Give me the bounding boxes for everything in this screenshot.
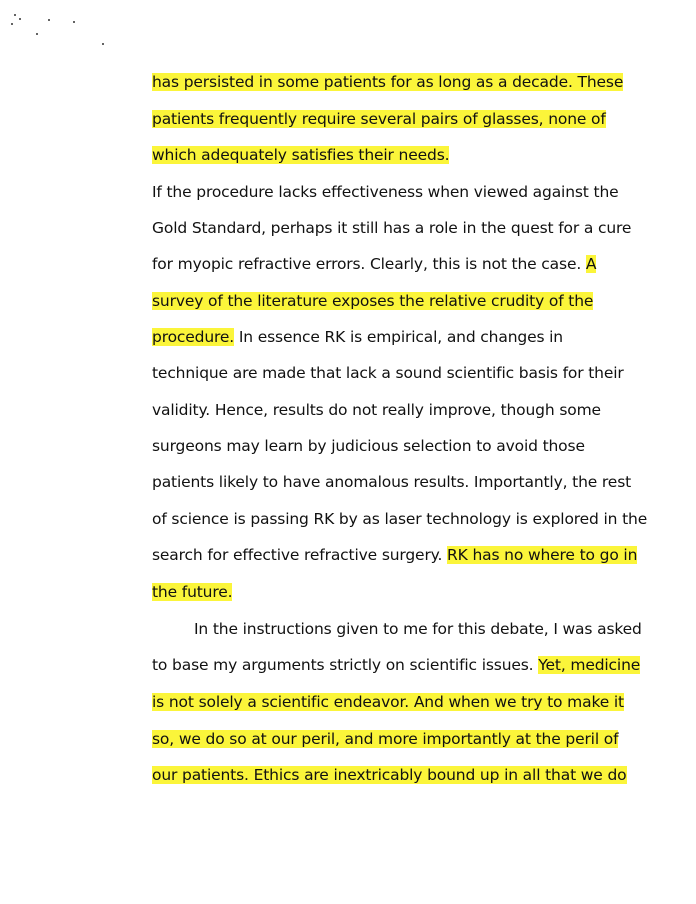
text-line <box>152 289 593 313</box>
text-segment: Gold Standard, perhaps it still has a role in the quest for a cure <box>152 219 632 237</box>
highlighted-text: is not solely a scientific endeavor. And when we try to make it <box>152 693 624 711</box>
text-line <box>152 763 627 787</box>
text-line <box>152 434 585 458</box>
text-line <box>152 470 631 494</box>
highlighted-text: Yet, medicine <box>538 656 641 674</box>
highlighted-text: survey of the literature exposes the relative crudity of the <box>152 292 594 310</box>
scan-speck <box>48 19 50 21</box>
text-segment: to base my arguments strictly on scientific issues. <box>152 656 539 674</box>
scan-speck <box>36 33 38 35</box>
text-segment: search for effective refractive surgery. <box>152 546 448 564</box>
text-segment: patients likely to have anomalous results. Importantly, the rest <box>152 473 632 491</box>
text-line <box>152 580 232 604</box>
text-line <box>152 70 623 94</box>
text-segment: surgeons may learn by judicious selection to avoid those <box>152 437 585 455</box>
text-line <box>152 653 640 677</box>
text-line <box>152 252 596 276</box>
text-line <box>152 143 449 167</box>
scan-speck <box>19 18 21 20</box>
text-line <box>152 107 606 131</box>
highlighted-text: patients frequently require several pairs of glasses, none of <box>152 110 606 128</box>
highlighted-text: our patients. Ethics are inextricably bound up in all that we do <box>152 766 627 784</box>
text-line <box>152 507 647 531</box>
text-segment: of science is passing RK by as laser technology is explored in the <box>152 510 648 528</box>
scan-speck <box>14 14 16 16</box>
highlighted-text: so, we do so at our peril, and more importantly at the peril of <box>152 730 619 748</box>
text-line <box>152 216 631 240</box>
text-line <box>152 690 624 714</box>
text-line <box>152 361 624 385</box>
highlighted-text: the future. <box>152 583 233 601</box>
highlighted-text: A <box>585 255 597 273</box>
text-segment: validity. Hence, results do not really improve, though some <box>152 401 601 419</box>
text-segment: If the procedure lacks effectiveness when viewed against the <box>152 183 619 201</box>
highlighted-text: which adequately satisfies their needs. <box>152 146 450 164</box>
scan-speck <box>11 23 13 25</box>
highlighted-text: RK has no where to go in <box>447 546 638 564</box>
text-segment: for myopic refractive errors. Clearly, this is not the case. <box>152 255 586 273</box>
text-line <box>152 398 601 422</box>
text-line <box>152 180 619 204</box>
text-segment: In essence RK is empirical, and changes in <box>234 328 563 346</box>
highlighted-text: procedure. <box>152 328 235 346</box>
text-line <box>194 617 642 641</box>
text-segment: In the instructions given to me for this debate, I was asked <box>194 620 642 638</box>
scan-speck <box>102 43 104 45</box>
text-line <box>152 325 563 349</box>
text-segment: technique are made that lack a sound scientific basis for their <box>152 364 624 382</box>
scan-speck <box>73 21 75 23</box>
highlighted-text: has persisted in some patients for as long as a decade. These <box>152 73 624 91</box>
text-line <box>152 727 618 751</box>
text-line <box>152 543 637 567</box>
